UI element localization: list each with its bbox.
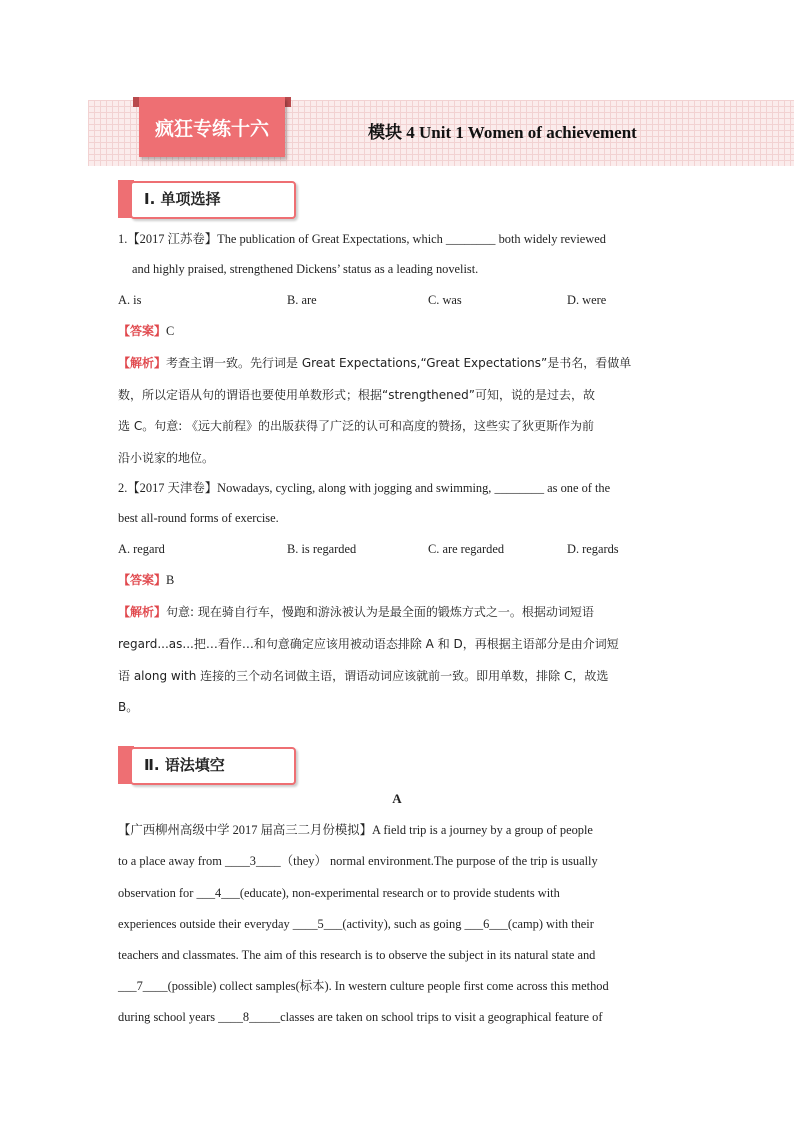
section-heading-2 — [118, 746, 294, 784]
passage-line-5: teachers and classmates. The aim of this research is to observe the subject in its natural state and — [118, 948, 596, 962]
q1-option-d: D. were — [567, 293, 607, 307]
analysis-text: 句意: 现在骑自行车，慢跑和游泳被认为是最全面的锻炼方式之一。根据动词短语 — [166, 605, 594, 619]
q2-analysis-line2: regard...as...把…看作…和句意确定应该用被动语态排除 A 和 D，再根据主语部分是由介词短 — [118, 637, 619, 651]
unit-title: 模块 4 Unit 1 Women of achievement — [368, 123, 637, 142]
passage-line-4: experiences outside their everyday ____5___(activity), such as going ___6___(camp) with their — [118, 917, 594, 931]
section-label: Ⅱ. 语法填空 — [144, 756, 225, 774]
q2-option-d: D. regards — [567, 542, 619, 556]
q2-analysis-line1 — [118, 604, 594, 620]
q1-option-b: B. are — [287, 293, 317, 307]
q1-analysis-line3: 选 C。句意: 《远大前程》的出版获得了广泛的认可和高度的赞扬，这些实了狄更斯作为前 — [118, 419, 595, 433]
badge-fold-right — [285, 97, 291, 107]
q2-option-c: C. are regarded — [428, 542, 505, 556]
q2-analysis-line4: B。 — [118, 700, 139, 714]
answer-value: C — [166, 324, 175, 338]
q2-stem-line1: 2.【2017 天津卷】Nowadays, cycling, along with jogging and swimming, ________ as one of the — [118, 481, 611, 495]
passage-line-7: during school years ____8_____classes are taken on school trips to visit a geographical feature of — [118, 1010, 603, 1024]
q1-analysis-line4: 沿小说家的地位。 — [118, 451, 215, 465]
q1-answer — [118, 323, 174, 339]
q1-option-c: C. was — [428, 293, 462, 307]
passage-line-2: to a place away from ____3____（they） normal environment.The purpose of the trip is usually — [118, 854, 598, 868]
passage-line-1: 【广西柳州高级中学 2017 届高三二月份模拟】A field trip is a journey by a group of people — [118, 823, 593, 837]
q1-stem-line1: 1.【2017 江苏卷】The publication of Great Expectations, which ________ both widely reviewed — [118, 232, 606, 246]
passage-line-3: observation for ___4___(educate), non-experimental research or to provide students with — [118, 886, 560, 900]
answer-tag: 【答案】 — [118, 324, 167, 338]
q1-option-a: A. is — [118, 293, 142, 307]
q2-option-a: A. regard — [118, 542, 165, 556]
q2-stem-line2: best all-round forms of exercise. — [118, 511, 279, 525]
q2-answer — [118, 572, 174, 588]
section-label: Ⅰ. 单项选择 — [144, 190, 221, 208]
analysis-tag: 【解析】 — [118, 356, 167, 370]
answer-tag: 【答案】 — [118, 573, 167, 587]
analysis-tag: 【解析】 — [118, 605, 167, 619]
section-heading-1 — [118, 180, 294, 218]
q2-analysis-line3: 语 along with 连接的三个动名词做主语，谓语动词应该就前一致。即用单数，排除 C，故选 — [118, 669, 609, 683]
q2-option-b: B. is regarded — [287, 542, 357, 556]
practice-badge: 疯狂专练十六 — [139, 97, 285, 157]
q1-stem-line2: and highly praised, strengthened Dickens’ status as a leading novelist. — [132, 262, 479, 276]
passage-line-6: ___7____(possible) collect samples(标本). In western culture people first come across this method — [118, 979, 609, 993]
answer-value: B — [166, 573, 175, 587]
q1-analysis-line2: 数，所以定语从句的谓语也要使用单数形式；根据“strengthened”可知，说的是过去，故 — [118, 388, 595, 402]
passage-label: A — [392, 791, 402, 806]
analysis-text: 考查主谓一致。先行词是 Great Expectations,“Great Expectations”是书名，看做单 — [166, 356, 632, 370]
q1-analysis-line1 — [118, 355, 631, 371]
